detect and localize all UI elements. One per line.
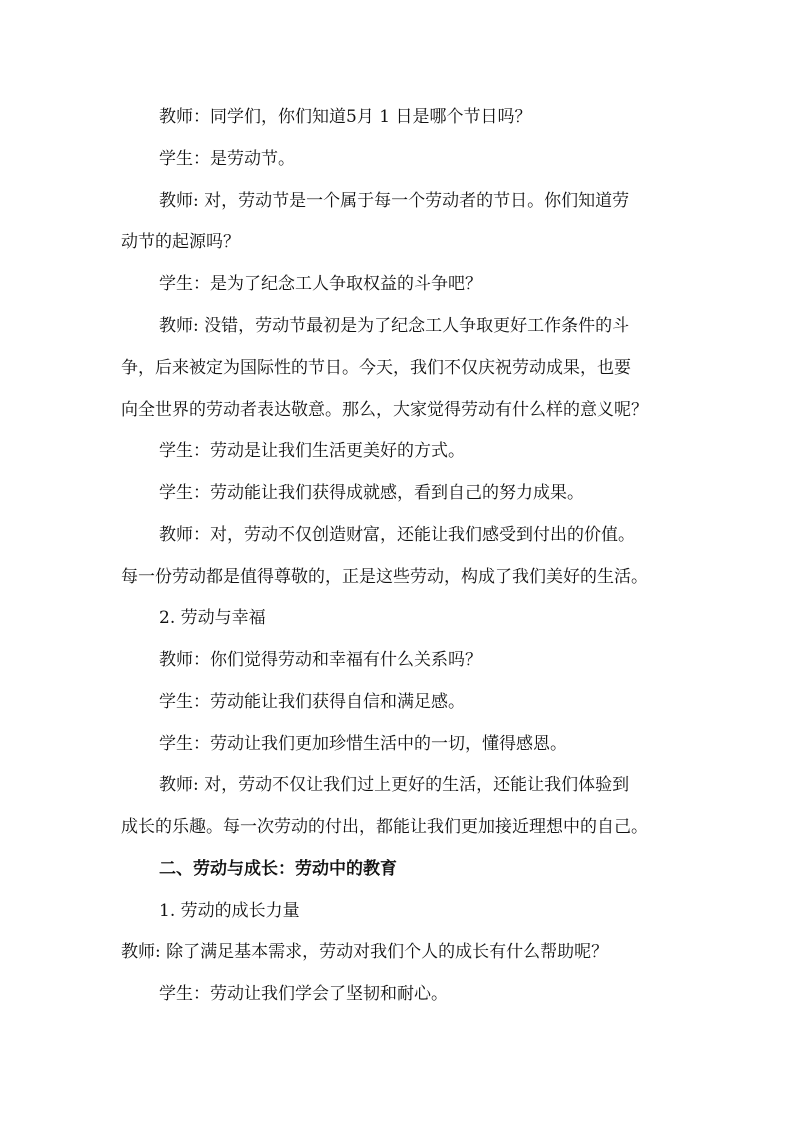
dialogue-line: 教师: 没错，劳动节最初是为了纪念工人争取更好工作条件的斗: [159, 316, 630, 336]
dialogue-line: 教师: 对，劳动节是一个属于每一个劳动者的节日。你们知道劳: [159, 191, 630, 211]
dialogue-line-continuation: 成长的乐趣。每一次劳动的付出，都能让我们更加接近理想中的自己。: [121, 817, 648, 837]
dialogue-line: 教师: 除了满足基本需求，劳动对我们个人的成长有什么帮助呢？: [121, 942, 609, 962]
dialogue-line: 教师：对，劳动不仅创造财富，还能让我们感受到付出的价值。: [159, 525, 635, 545]
dialogue-line-continuation: 动节的起源吗？: [121, 232, 240, 252]
dialogue-line: 学生：劳动能让我们获得成就感，看到自己的努力成果。: [159, 483, 584, 503]
dialogue-line: 学生：劳动让我们更加珍惜生活中的一切，懂得感恩。: [159, 734, 567, 754]
dialogue-line: 教师：同学们，你们知道5月 1 日是哪个节日吗？: [159, 107, 532, 127]
dialogue-line-continuation: 每一份劳动都是值得尊敬的，正是这些劳动，构成了我们美好的生活。: [121, 567, 648, 587]
dialogue-line: 学生：劳动让我们学会了坚韧和耐心。: [159, 984, 448, 1004]
dialogue-line: 教师: 对，劳动不仅让我们过上更好的生活，还能让我们体验到: [159, 775, 630, 795]
section-heading: 二、劳动与成长：劳动中的教育: [159, 859, 397, 879]
dialogue-line: 教师：你们觉得劳动和幸福有什么关系吗？: [159, 650, 482, 670]
dialogue-line: 学生：劳动能让我们获得自信和满足感。: [159, 692, 465, 712]
dialogue-line-continuation: 争，后来被定为国际性的节日。今天，我们不仅庆祝劳动成果，也要: [121, 358, 631, 378]
dialogue-line: 学生：劳动是让我们生活更美好的方式。: [159, 441, 465, 461]
dialogue-line: 学生：是劳动节。: [159, 149, 295, 169]
dialogue-line-continuation: 向全世界的劳动者表达敬意。那么，大家觉得劳动有什么样的意义呢？: [121, 400, 648, 420]
subsection-heading: 1. 劳动的成长力量: [159, 901, 300, 921]
subsection-heading: 2. 劳动与幸福: [159, 608, 266, 628]
dialogue-line: 学生：是为了纪念工人争取权益的斗争吧？: [159, 274, 482, 294]
